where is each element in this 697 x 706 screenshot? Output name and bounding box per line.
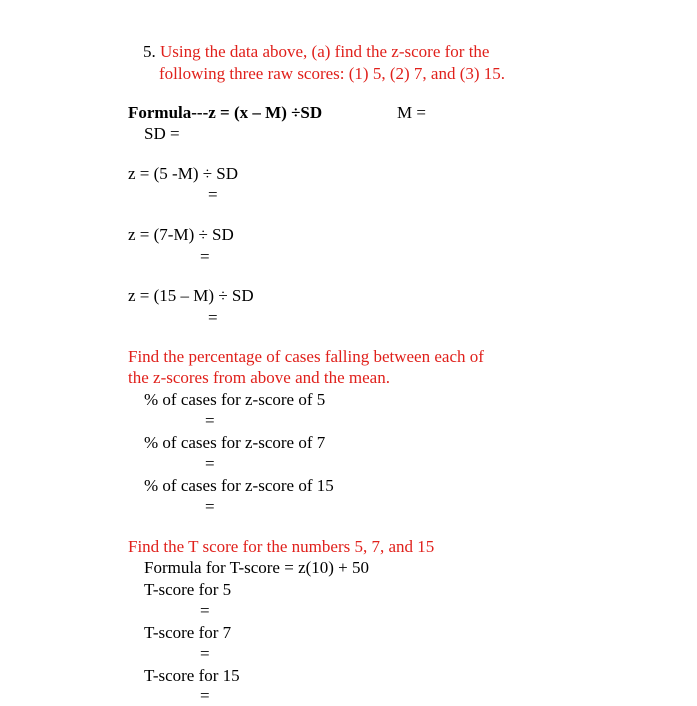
question-text-1: Using the data above, (a) find the z-score for the [160,42,490,61]
percentage-item-7-equals: = [205,454,215,473]
percentage-item-5: % of cases for z-score of 5 [144,390,326,409]
percentage-item-5-equals: = [205,411,215,430]
percentage-heading-1: Find the percentage of cases falling between each of [128,347,484,366]
question-line-1 [143,42,489,62]
z-calc-7: z = (7-M) ÷ SD [128,225,234,244]
tscore-formula: Formula for T-score = z(10) + 50 [144,558,370,577]
question-text-2: following three raw scores: (1) 5, (2) 7, and (3) 15. [159,64,506,83]
z-formula: Formula---z = (x – M) ÷SD [128,103,323,122]
percentage-item-15-equals: = [205,497,215,516]
tscore-item-7-equals: = [200,644,210,663]
tscore-item-5-equals: = [200,601,210,620]
tscore-heading: Find the T score for the numbers 5, 7, and 15 [128,537,435,556]
percentage-heading-2: the z-scores from above and the mean. [128,368,390,387]
tscore-item-7: T-score for 7 [144,623,232,642]
z-calc-15-equals: = [208,308,218,327]
tscore-item-15: T-score for 15 [144,666,240,685]
percentage-item-15: % of cases for z-score of 15 [144,476,334,495]
tscore-item-5: T-score for 5 [144,580,232,599]
z-calc-5-equals: = [208,185,218,204]
question-number: 5. [143,42,156,61]
sd-label: SD = [144,124,180,143]
z-calc-5: z = (5 -M) ÷ SD [128,164,239,183]
z-calc-15: z = (15 – M) ÷ SD [128,286,254,305]
z-calc-7-equals: = [200,247,210,266]
tscore-item-15-equals: = [200,686,210,705]
mean-label: M = [397,103,426,122]
percentage-item-7: % of cases for z-score of 7 [144,433,326,452]
